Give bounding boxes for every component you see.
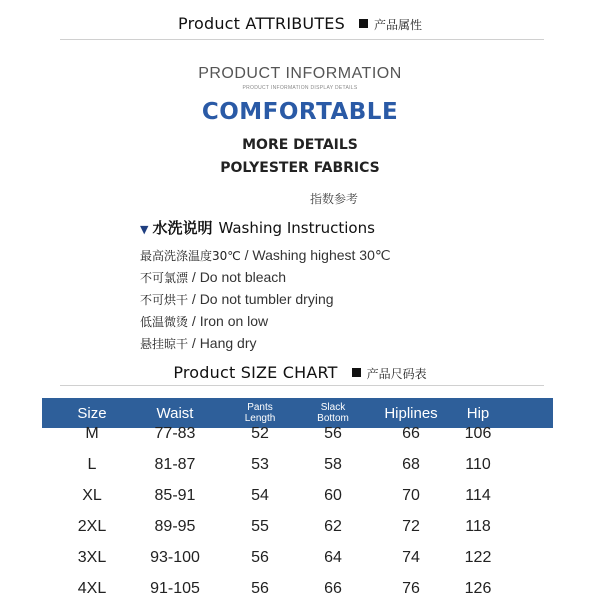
column-header-line: Pants	[247, 402, 273, 413]
product-information-title: PRODUCT INFORMATION	[198, 65, 402, 82]
size-table-column-header	[135, 398, 215, 428]
size-table-cell: 126	[464, 580, 492, 597]
size-table-cell: 106	[464, 425, 492, 442]
size-table-cell: 56	[324, 425, 342, 442]
washing-instruction-item	[140, 247, 391, 264]
size-chart-title-cn: 产品尺码表	[366, 367, 427, 381]
attributes-title: Product ATTRIBUTES	[178, 14, 345, 33]
washing-instruction-cn: 不可烘干	[140, 293, 189, 307]
size-table-cell: M	[85, 425, 99, 442]
size-table-cell: 58	[324, 456, 342, 473]
washing-instruction-en: Iron on low	[199, 313, 269, 329]
column-header-line: Hiplines	[384, 404, 438, 422]
separator: /	[188, 335, 200, 351]
size-table-cell: 74	[402, 549, 420, 566]
product-information-subtitle: PRODUCT INFORMATION DISPLAY DETAILS	[242, 85, 358, 91]
washing-instruction-cn: 不可氯漂	[140, 271, 189, 285]
washing-instruction-en: Hang dry	[199, 335, 257, 351]
size-table-cell: 3XL	[77, 549, 107, 566]
triangle-down-icon: ▼	[140, 223, 149, 236]
more-details-heading: MORE DETAILS	[242, 137, 358, 153]
size-table-cell: 89-95	[154, 518, 196, 535]
square-bullet-icon	[352, 368, 361, 377]
column-header-line: Waist	[156, 404, 194, 422]
size-table-cell: L	[87, 456, 97, 473]
size-table-cell: 54	[251, 487, 269, 504]
attributes-title-cn: 产品属性	[373, 18, 422, 32]
size-table-cell: 110	[465, 456, 491, 473]
column-header-line: Hip	[466, 404, 490, 422]
size-table-cell: 91-105	[150, 580, 200, 597]
fabric-heading: POLYESTER FABRICS	[220, 160, 380, 176]
separator: /	[188, 269, 200, 285]
size-table-cell: 85-91	[154, 487, 196, 504]
separator: /	[188, 313, 200, 329]
washing-instruction-cn: 悬挂晾干	[140, 337, 189, 351]
column-header-line: Length	[244, 413, 276, 424]
size-table-cell: 76	[402, 580, 420, 597]
size-table-cell: 93-100	[150, 549, 200, 566]
washing-instruction-item	[140, 313, 268, 330]
size-table-cell: 53	[251, 456, 269, 473]
size-table-column-header	[52, 398, 132, 428]
washing-instruction-item	[140, 291, 334, 308]
size-table-column-header	[438, 398, 518, 428]
washing-instruction-en: Do not bleach	[199, 269, 287, 285]
size-table-cell: 62	[324, 518, 342, 535]
size-table-header	[42, 398, 553, 428]
column-header-line: Size	[77, 404, 107, 422]
washing-title-en: Washing Instructions	[218, 219, 375, 237]
washing-instruction-en: Washing highest 30℃	[252, 247, 391, 263]
size-table-cell: 77-83	[154, 425, 196, 442]
square-bullet-icon	[359, 19, 368, 28]
washing-instruction-item	[140, 335, 257, 352]
size-table-column-header	[293, 398, 373, 428]
size-table-cell: 68	[402, 456, 420, 473]
size-table-cell: 118	[465, 518, 491, 535]
washing-instruction-cn: 最高洗涤温度30℃	[140, 249, 241, 263]
size-table-cell: 81-87	[154, 456, 196, 473]
column-header-line: Slack	[320, 402, 346, 413]
size-table-cell: 114	[465, 487, 491, 504]
size-table-column-header	[220, 398, 300, 428]
size-table-cell: 2XL	[77, 518, 107, 535]
size-table-cell: XL	[82, 487, 102, 504]
size-table-cell: 56	[251, 580, 269, 597]
size-table-cell: 52	[251, 425, 269, 442]
washing-instruction-en: Do not tumbler drying	[199, 291, 334, 307]
size-table-cell: 4XL	[77, 580, 107, 597]
size-table-cell: 122	[464, 549, 492, 566]
size-table-cell: 70	[402, 487, 420, 504]
column-header-line: Bottom	[317, 413, 349, 424]
size-table-cell: 60	[324, 487, 342, 504]
washing-instruction-cn: 低温微烫	[140, 315, 189, 329]
size-table-cell: 66	[402, 425, 420, 442]
reference-label: 指数参考	[310, 192, 359, 206]
size-table-cell: 56	[251, 549, 269, 566]
size-table-cell: 55	[251, 518, 269, 535]
size-table-cell: 64	[324, 549, 342, 566]
divider	[60, 39, 544, 40]
divider	[60, 385, 544, 386]
washing-instructions-heading	[140, 217, 375, 238]
comfortable-heading: COMFORTABLE	[201, 99, 399, 125]
separator: /	[240, 247, 253, 263]
size-table-cell: 72	[402, 518, 420, 535]
separator: /	[188, 291, 200, 307]
size-chart-title: Product SIZE CHART	[173, 363, 338, 382]
size-table-cell: 66	[324, 580, 342, 597]
washing-instruction-item	[140, 269, 286, 286]
attributes-header	[0, 14, 600, 33]
washing-title-cn: 水洗说明	[152, 219, 213, 237]
size-chart-header	[0, 363, 600, 382]
